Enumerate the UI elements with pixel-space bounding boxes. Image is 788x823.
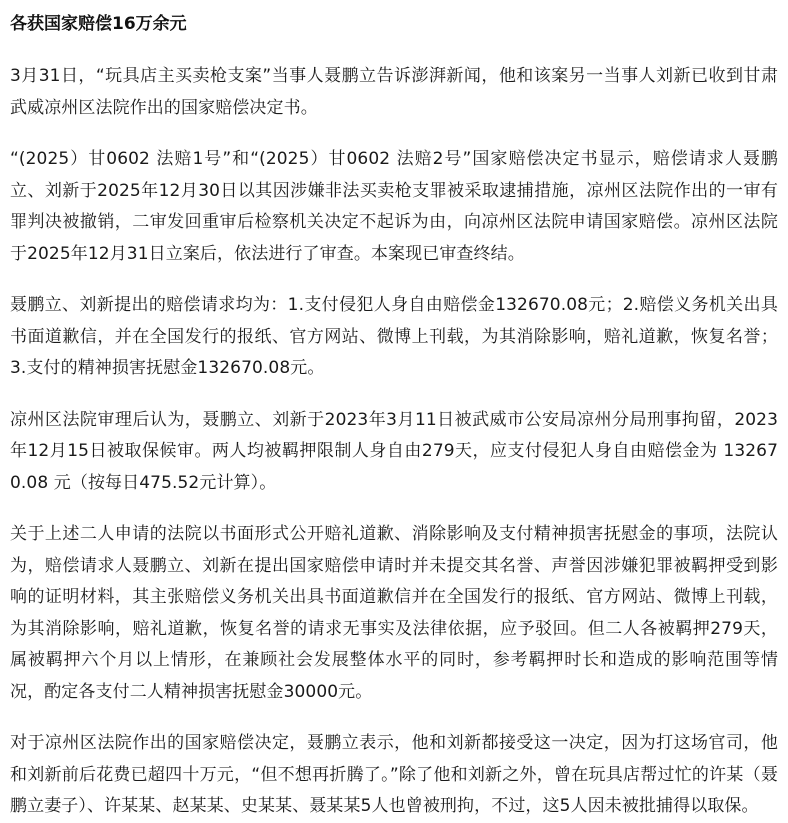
article-heading: 各获国家赔偿16万余元 (10, 14, 187, 34)
article-paragraph: 聂鹏立、刘新提出的赔偿请求均为：1.支付侵犯人身自由赔偿金132670.08元；2.赔偿义务机关出具书面道歉信，并在全国发行的报纸、官方网站、微博上刊载，为其消除影响，赔礼道歉，恢复名誉；3.支付的精神损害抚慰金132670.08元。 (10, 295, 778, 378)
article-paragraph: “(2025）甘0602 法赔1号”和“(2025）甘0602 法赔2号”国家赔偿决定书显示，赔偿请求人聂鹏立、刘新于2025年12月30日以其因涉嫌非法买卖枪支罪被采取逮捕措施，凉州区法院作出的一审有罪判决被撤销，二审发回重审后检察机关决定不起诉为由，向凉州区法院申请国家赔偿。凉州区法院于2025年12月31日立案后，依法进行了审查。本案现已审查终结。 (10, 149, 778, 264)
article-paragraph: 凉州区法院审理后认为，聂鹏立、刘新于2023年3月11日被武威市公安局凉州分局刑事拘留，2023年12月15日被取保候审。两人均被羁押限制人身自由279天，应支付侵犯人身自由赔偿金为 132670.08 元（按每日475.52元计算）。 (10, 409, 778, 493)
article-body (10, 61, 778, 823)
article-paragraph: 3月31日，“玩具店主买卖枪支案”当事人聂鹏立告诉澎湃新闻，他和该案另一当事人刘新已收到甘肃武威凉州区法院作出的国家赔偿决定书。 (10, 66, 778, 118)
article-paragraph: 关于上述二人申请的法院以书面形式公开赔礼道歉、消除影响及支付精神损害抚慰金的事项，法院认为，赔偿请求人聂鹏立、刘新在提出国家赔偿申请时并未提交其名誉、声誉因涉嫌犯罪被羁押受到影响的证明材料，其主张赔偿义务机关出具书面道歉信并在全国发行的报纸、官方网站、微博上刊载，为其消除影响，赔礼道歉，恢复名誉的请求无事实及法律依据，应予驳回。但二人各被羁押279天，属被羁押六个月以上情形，在兼顾社会发展整体水平的同时，参考羁押时长和造成的影响范围等情况，酌定各支付二人精神损害抚慰金30000元。 (10, 524, 778, 702)
article-paragraph: 对于凉州区法院作出的国家赔偿决定，聂鹏立表示，他和刘新都接受这一决定，因为打这场官司，他和刘新前后花费已超四十万元，“但不想再折腾了。”除了他和刘新之外，曾在玩具店帮过忙的许某（聂鹏立妻子）、许某某、赵某某、史某某、聂某某5人也曾被刑拘，不过，这5人因未被批捕得以取保。 (10, 733, 778, 816)
